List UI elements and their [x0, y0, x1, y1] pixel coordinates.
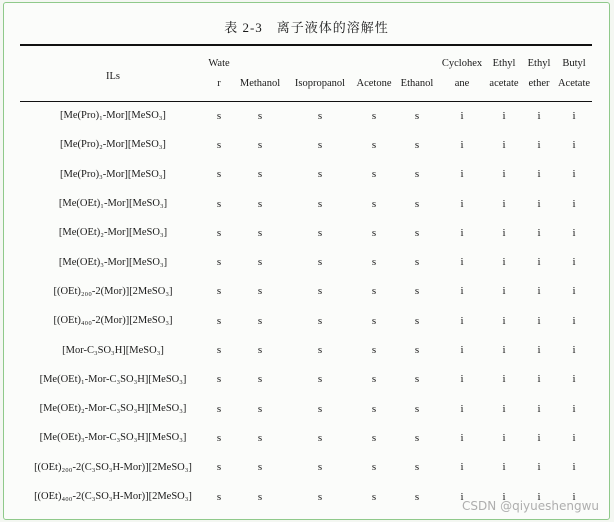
- solubility-cell: i: [572, 109, 576, 122]
- il-name-cell: [Mor-C₃SO₃H][MeSO₃]: [62, 344, 164, 356]
- header-col: Cyclohex ane: [441, 58, 483, 89]
- solubility-cell: s: [414, 344, 420, 357]
- solubility-cell: i: [502, 197, 506, 210]
- header-col: Isopropanol: [294, 78, 346, 89]
- solubility-cell: s: [317, 109, 323, 122]
- solubility-cell: s: [414, 402, 420, 415]
- solubility-cell: s: [414, 285, 420, 298]
- header-col: Ethanol: [400, 78, 434, 89]
- solubility-cell: s: [414, 197, 420, 210]
- solubility-cell: s: [216, 256, 222, 269]
- solubility-cell: s: [317, 226, 323, 239]
- solubility-cell: i: [460, 373, 464, 386]
- il-name-cell: [Me(OEt)₃-Mor-C₃SO₃H][MeSO₃]: [39, 432, 187, 444]
- table-row: [20, 453, 592, 482]
- solubility-cell: s: [317, 285, 323, 298]
- solubility-cell: s: [371, 285, 377, 298]
- header-col: Ethyl ether: [527, 58, 551, 89]
- il-name-cell: [Me(OEt)₁-Mor][MeSO₃]: [58, 198, 168, 210]
- solubility-cell: i: [572, 490, 576, 503]
- il-name-cell: [(OEt)₄₀₀-2(Mor)][2MeSO₃]: [53, 315, 173, 327]
- solubility-cell: s: [317, 461, 323, 474]
- solubility-cell: i: [502, 314, 506, 327]
- solubility-cell: i: [537, 168, 541, 181]
- solubility-cell: i: [460, 431, 464, 444]
- solubility-cell: i: [537, 402, 541, 415]
- table-row: [20, 247, 592, 276]
- table-row: [20, 130, 592, 159]
- solubility-cell: s: [371, 226, 377, 239]
- il-name-cell: [Me(Pro)₃-Mor][MeSO₃]: [60, 168, 166, 180]
- solubility-cell: s: [317, 431, 323, 444]
- solubility-cell: i: [572, 461, 576, 474]
- solubility-cell: s: [216, 490, 222, 503]
- solubility-cell: s: [371, 461, 377, 474]
- solubility-cell: s: [371, 431, 377, 444]
- solubility-cell: s: [216, 285, 222, 298]
- solubility-cell: s: [216, 314, 222, 327]
- solubility-cell: s: [414, 373, 420, 386]
- solubility-cell: s: [317, 256, 323, 269]
- table-row: [20, 306, 592, 335]
- header-col: Methanol: [239, 78, 281, 89]
- solubility-cell: i: [502, 344, 506, 357]
- solubility-cell: s: [371, 344, 377, 357]
- solubility-cell: i: [537, 138, 541, 151]
- solubility-cell: i: [460, 285, 464, 298]
- solubility-cell: i: [572, 226, 576, 239]
- solubility-cell: s: [371, 490, 377, 503]
- solubility-cell: i: [502, 402, 506, 415]
- header-col: Wate r: [208, 58, 230, 89]
- solubility-cell: s: [216, 109, 222, 122]
- solubility-cell: i: [537, 256, 541, 269]
- solubility-cell: i: [502, 168, 506, 181]
- solubility-cell: s: [257, 373, 263, 386]
- table-row: [20, 277, 592, 306]
- solubility-cell: s: [414, 461, 420, 474]
- solubility-cell: s: [216, 138, 222, 151]
- solubility-cell: i: [537, 490, 541, 503]
- solubility-table: [20, 46, 592, 511]
- solubility-cell: s: [257, 168, 263, 181]
- solubility-cell: s: [317, 490, 323, 503]
- il-name-cell: [Me(OEt)₂-Mor-C₃SO₃H][MeSO₃]: [39, 403, 187, 415]
- solubility-cell: i: [460, 402, 464, 415]
- solubility-cell: s: [257, 314, 263, 327]
- solubility-cell: i: [537, 285, 541, 298]
- header-col: Butyl Acetate: [557, 58, 591, 89]
- header-ils: ILs: [106, 71, 120, 82]
- table-row: [20, 160, 592, 189]
- il-name-cell: [Me(Pro)₁-Mor][MeSO₃]: [60, 110, 166, 122]
- table-row: [20, 423, 592, 452]
- solubility-cell: s: [257, 461, 263, 474]
- solubility-cell: s: [414, 168, 420, 181]
- solubility-cell: i: [460, 226, 464, 239]
- solubility-cell: s: [414, 138, 420, 151]
- solubility-cell: i: [537, 431, 541, 444]
- solubility-cell: i: [460, 314, 464, 327]
- header-col: Ethyl acetate: [489, 58, 519, 89]
- solubility-cell: s: [257, 402, 263, 415]
- solubility-cell: s: [371, 138, 377, 151]
- table-row: [20, 394, 592, 423]
- solubility-cell: i: [537, 461, 541, 474]
- solubility-cell: i: [537, 109, 541, 122]
- solubility-cell: s: [317, 344, 323, 357]
- solubility-cell: i: [537, 344, 541, 357]
- solubility-cell: i: [537, 314, 541, 327]
- solubility-cell: s: [257, 138, 263, 151]
- table-row: [20, 101, 592, 130]
- solubility-cell: s: [414, 256, 420, 269]
- solubility-cell: s: [257, 431, 263, 444]
- solubility-cell: s: [216, 344, 222, 357]
- solubility-cell: s: [216, 168, 222, 181]
- table-row: [20, 218, 592, 247]
- solubility-cell: s: [216, 431, 222, 444]
- solubility-cell: s: [257, 285, 263, 298]
- solubility-cell: s: [371, 168, 377, 181]
- solubility-cell: i: [502, 490, 506, 503]
- solubility-cell: s: [216, 226, 222, 239]
- solubility-cell: s: [371, 373, 377, 386]
- il-name-cell: [Me(OEt)₁-Mor-C₃SO₃H][MeSO₃]: [39, 373, 187, 385]
- table-row: [20, 335, 592, 364]
- solubility-cell: i: [572, 431, 576, 444]
- solubility-cell: i: [460, 109, 464, 122]
- solubility-cell: i: [572, 138, 576, 151]
- solubility-cell: i: [502, 285, 506, 298]
- solubility-cell: s: [371, 402, 377, 415]
- solubility-cell: i: [502, 431, 506, 444]
- solubility-cell: i: [460, 490, 464, 503]
- il-name-cell: [(OEt)₄₀₀-2(C₃SO₃H-Mor)][2MeSO₃]: [34, 491, 192, 502]
- table-body: [20, 101, 592, 511]
- header-col: Acetone: [356, 78, 392, 89]
- table-title: 表 2-3 离子液体的溶解性: [224, 20, 389, 35]
- solubility-cell: s: [414, 314, 420, 327]
- solubility-cell: s: [371, 314, 377, 327]
- solubility-cell: i: [460, 138, 464, 151]
- solubility-cell: i: [572, 256, 576, 269]
- solubility-cell: i: [502, 138, 506, 151]
- solubility-cell: i: [502, 461, 506, 474]
- solubility-cell: i: [572, 285, 576, 298]
- solubility-cell: s: [414, 490, 420, 503]
- solubility-cell: i: [572, 344, 576, 357]
- solubility-cell: i: [537, 226, 541, 239]
- solubility-cell: i: [572, 402, 576, 415]
- solubility-cell: s: [414, 431, 420, 444]
- solubility-cell: s: [414, 109, 420, 122]
- solubility-cell: i: [502, 256, 506, 269]
- solubility-cell: i: [460, 197, 464, 210]
- il-name-cell: [(OEt)₂₀₀-2(C₃SO₃H-Mor)][2MeSO₃]: [34, 461, 192, 473]
- header-row: [20, 46, 592, 101]
- solubility-cell: i: [572, 197, 576, 210]
- solubility-cell: i: [460, 256, 464, 269]
- solubility-cell: i: [460, 344, 464, 357]
- solubility-cell: i: [502, 373, 506, 386]
- solubility-cell: s: [371, 109, 377, 122]
- solubility-cell: s: [216, 373, 222, 386]
- solubility-cell: s: [317, 197, 323, 210]
- watermark: CSDN @qiyueshengwu: [462, 499, 599, 513]
- solubility-cell: s: [257, 344, 263, 357]
- solubility-cell: s: [216, 197, 222, 210]
- solubility-cell: s: [317, 314, 323, 327]
- il-name-cell: [Me(OEt)₃-Mor][MeSO₃]: [58, 256, 168, 268]
- solubility-cell: i: [537, 373, 541, 386]
- solubility-cell: s: [257, 197, 263, 210]
- solubility-cell: i: [537, 197, 541, 210]
- solubility-cell: i: [572, 373, 576, 386]
- solubility-cell: s: [371, 256, 377, 269]
- table-row: [20, 189, 592, 218]
- solubility-cell: s: [216, 461, 222, 474]
- solubility-cell: s: [257, 490, 263, 503]
- solubility-cell: s: [414, 226, 420, 239]
- solubility-cell: i: [502, 226, 506, 239]
- table-row: [20, 365, 592, 394]
- solubility-cell: s: [257, 256, 263, 269]
- solubility-cell: i: [502, 109, 506, 122]
- solubility-cell: s: [317, 138, 323, 151]
- il-name-cell: [(OEt)₂₀₀-2(Mor)][2MeSO₃]: [53, 285, 173, 297]
- solubility-cell: i: [460, 461, 464, 474]
- il-name-cell: [Me(Pro)₂-Mor][MeSO₃]: [60, 139, 166, 151]
- solubility-cell: i: [572, 168, 576, 181]
- solubility-cell: s: [257, 109, 263, 122]
- solubility-cell: s: [257, 226, 263, 239]
- solubility-cell: s: [216, 402, 222, 415]
- solubility-cell: s: [317, 168, 323, 181]
- solubility-cell: s: [317, 373, 323, 386]
- solubility-cell: i: [460, 168, 464, 181]
- solubility-cell: s: [371, 197, 377, 210]
- solubility-cell: s: [317, 402, 323, 415]
- il-name-cell: [Me(OEt)₂-Mor][MeSO₃]: [58, 227, 168, 239]
- solubility-cell: i: [572, 314, 576, 327]
- document-frame: [3, 2, 610, 520]
